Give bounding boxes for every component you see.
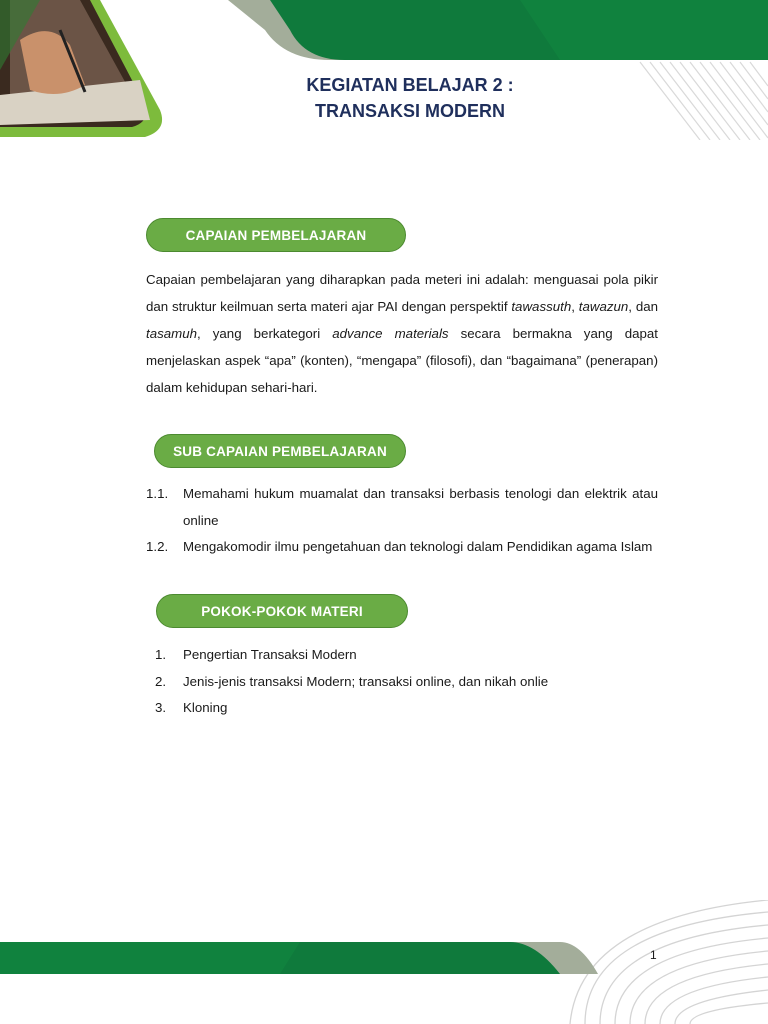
sub-capaian-heading: SUB CAPAIAN PEMBELAJARAN <box>154 434 406 468</box>
sub-capaian-list <box>146 481 658 561</box>
text-run: , yang berkategori <box>197 326 333 341</box>
page-title <box>0 72 768 124</box>
text-run: Capaian pembelajaran yang diharapkan pada meteri ini adalah: menguasai pola pikir dan struktur keilmuan serta materi ajar PAI dengan perspektif <box>146 272 658 314</box>
page-number: 1 <box>650 948 657 962</box>
item-number: 1. <box>155 647 167 662</box>
item-text: Memahami hukum muamalat dan transaksi berbasis tenologi dan elektrik atau online <box>183 486 658 528</box>
capaian-heading: CAPAIAN PEMBELAJARAN <box>146 218 406 252</box>
item-number: 2. <box>155 673 167 689</box>
pokok-list <box>146 642 658 722</box>
item-text: Mengakomodir ilmu pengetahuan dan teknologi dalam Pendidikan agama Islam <box>183 539 653 554</box>
text-run: , dan <box>628 299 659 314</box>
item-number: 3. <box>155 700 167 715</box>
italic-term: tawazun <box>578 299 629 314</box>
italic-term: advance materials <box>332 326 449 341</box>
list-item <box>146 642 658 669</box>
item-text: Kloning <box>183 700 228 715</box>
item-text: Jenis-jenis transaksi Modern; transaksi online, dan nikah onlie <box>183 673 549 689</box>
footer-decoration <box>0 900 768 1024</box>
italic-term: tawassuth <box>511 299 572 314</box>
list-item <box>146 534 658 561</box>
italic-term: tasamuh <box>146 326 197 341</box>
title-line-2: TRANSAKSI MODERN <box>314 101 505 121</box>
pokok-heading: POKOK-POKOK MATERI <box>156 594 408 628</box>
item-text: Pengertian Transaksi Modern <box>183 647 357 662</box>
capaian-paragraph <box>146 266 658 401</box>
text-run: secara bermakna yang dapat menjelaskan aspek “apa” (konten), “mengapa” (filosofi), dan “bagaimana” (penerapan) dalam kehidupan sehari-hari. <box>146 326 658 395</box>
text-run: , <box>571 299 579 314</box>
list-item <box>146 481 658 534</box>
list-item <box>146 669 658 696</box>
list-item <box>146 695 658 722</box>
item-number: 1.1. <box>146 486 169 501</box>
item-number: 1.2. <box>146 539 169 554</box>
title-line-1: KEGIATAN BELAJAR 2 : <box>306 75 514 95</box>
